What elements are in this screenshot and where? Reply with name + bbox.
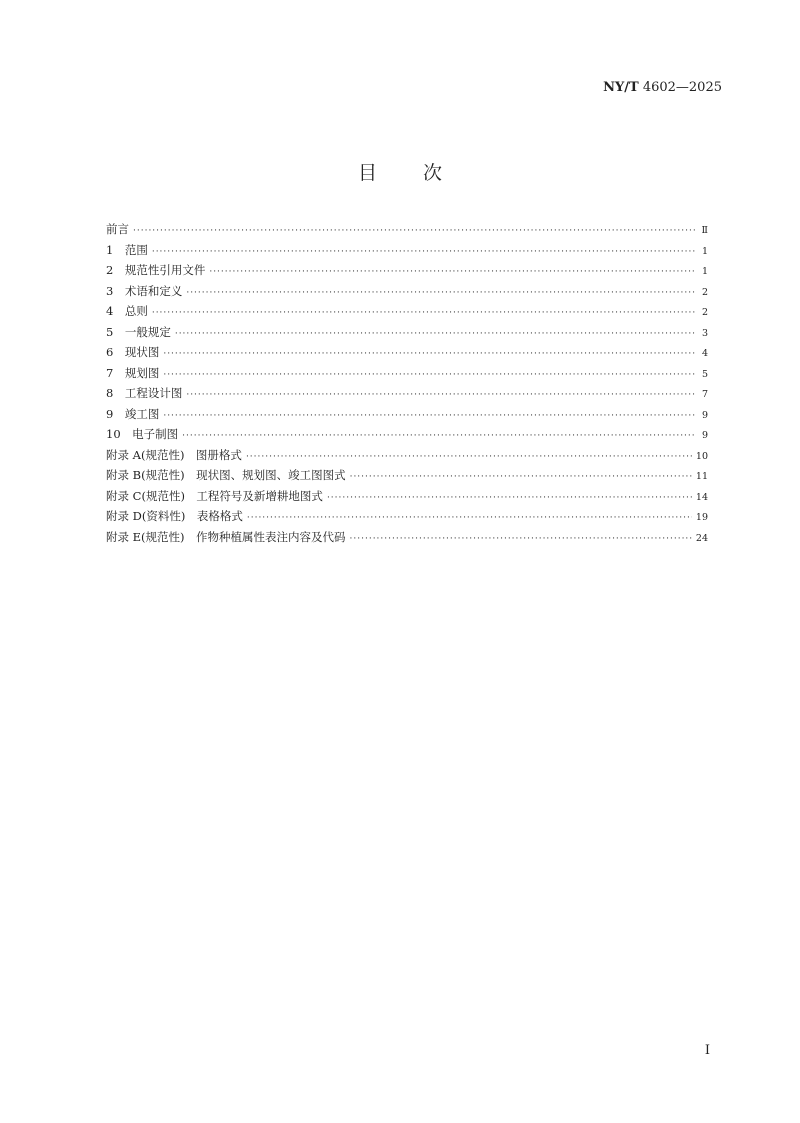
toc-entry-page: Ⅱ xyxy=(701,225,708,236)
toc-entry[interactable] xyxy=(106,303,708,324)
dot-leader xyxy=(186,288,696,298)
toc-entry-page: 14 xyxy=(695,491,708,503)
toc-entry-label: 3 术语和定义 xyxy=(106,283,183,298)
toc-entry[interactable] xyxy=(106,221,708,242)
toc-entry-label: 4 总则 xyxy=(106,304,148,318)
title-char-1: 目 xyxy=(357,162,377,184)
toc-entry-page: 1 xyxy=(701,266,708,277)
toc-entry-label: 附录 D(资料性) 表格格式 xyxy=(106,509,243,523)
toc-entry[interactable] xyxy=(106,242,708,263)
toc-entry[interactable] xyxy=(106,447,708,468)
toc-entry-page: 19 xyxy=(695,512,708,523)
toc-entry[interactable] xyxy=(106,283,708,304)
toc-entry-page: 10 xyxy=(695,450,708,462)
dot-leader xyxy=(133,226,696,236)
dot-leader xyxy=(327,493,692,503)
toc-entry-page: 2 xyxy=(701,307,708,318)
toc-entry[interactable] xyxy=(106,467,708,488)
dot-leader xyxy=(246,452,692,462)
dot-leader xyxy=(163,411,696,421)
dot-leader xyxy=(186,390,696,400)
toc-entry-label: 附录 E(规范性) 作物种植属性表注内容及代码 xyxy=(106,529,346,544)
dot-leader xyxy=(350,472,692,482)
toc-entry-page: 5 xyxy=(701,368,708,380)
toc-entry[interactable] xyxy=(106,508,708,529)
dot-leader xyxy=(163,349,696,359)
dot-leader xyxy=(163,370,696,380)
toc-entry-label: 5 一般规定 xyxy=(106,324,171,339)
toc-entry[interactable] xyxy=(106,426,708,447)
toc-entry[interactable] xyxy=(106,262,708,283)
toc-entry-label: 附录 A(规范性) 图册格式 xyxy=(106,447,242,462)
toc-entry[interactable] xyxy=(106,406,708,427)
toc-entry-label: 1 范围 xyxy=(106,242,148,257)
toc-entry-page: 9 xyxy=(701,430,708,441)
standard-code: 4602—2025 xyxy=(642,80,722,95)
toc-entry-page: 4 xyxy=(701,348,708,359)
standard-number xyxy=(603,80,722,95)
toc-entry[interactable] xyxy=(106,344,708,365)
toc-entry-label: 7 规划图 xyxy=(106,365,160,380)
toc-entry-page: 1 xyxy=(701,245,708,257)
toc-entry[interactable] xyxy=(106,488,708,509)
toc-entry[interactable] xyxy=(106,324,708,345)
title-char-2: 次 xyxy=(423,162,443,184)
toc-entry-page: 24 xyxy=(695,532,708,544)
toc-entry-label: 前言 xyxy=(106,222,129,236)
toc-entry[interactable] xyxy=(106,385,708,406)
dot-leader xyxy=(350,534,692,544)
toc-entry-label: 附录 C(规范性) 工程符号及新增耕地图式 xyxy=(106,488,323,503)
toc-entry-label: 6 现状图 xyxy=(106,345,160,359)
toc-entry-label: 9 竣工图 xyxy=(106,406,160,421)
standard-prefix: NY/T xyxy=(603,80,639,95)
toc-entry-label: 附录 B(规范性) 现状图、规划图、竣工图图式 xyxy=(106,468,346,482)
toc-entry[interactable] xyxy=(106,365,708,386)
page-number: Ⅰ xyxy=(704,1043,710,1058)
toc-entry-label: 2 规范性引用文件 xyxy=(106,263,206,277)
dot-leader xyxy=(182,431,696,441)
dot-leader xyxy=(175,329,696,339)
dot-leader xyxy=(247,513,692,523)
dot-leader xyxy=(152,308,696,318)
toc-entry-label: 8 工程设计图 xyxy=(106,386,183,400)
table-of-contents xyxy=(106,221,708,549)
toc-entry-page: 9 xyxy=(701,409,708,421)
toc-entry-label: 10 电子制图 xyxy=(106,427,179,441)
toc-entry-page: 2 xyxy=(701,286,708,298)
dot-leader xyxy=(152,247,696,257)
dot-leader xyxy=(209,267,696,277)
page-title xyxy=(0,158,800,185)
toc-entry-page: 11 xyxy=(695,471,708,482)
toc-entry-page: 3 xyxy=(701,327,708,339)
toc-entry-page: 7 xyxy=(701,389,708,400)
toc-entry[interactable] xyxy=(106,529,708,550)
